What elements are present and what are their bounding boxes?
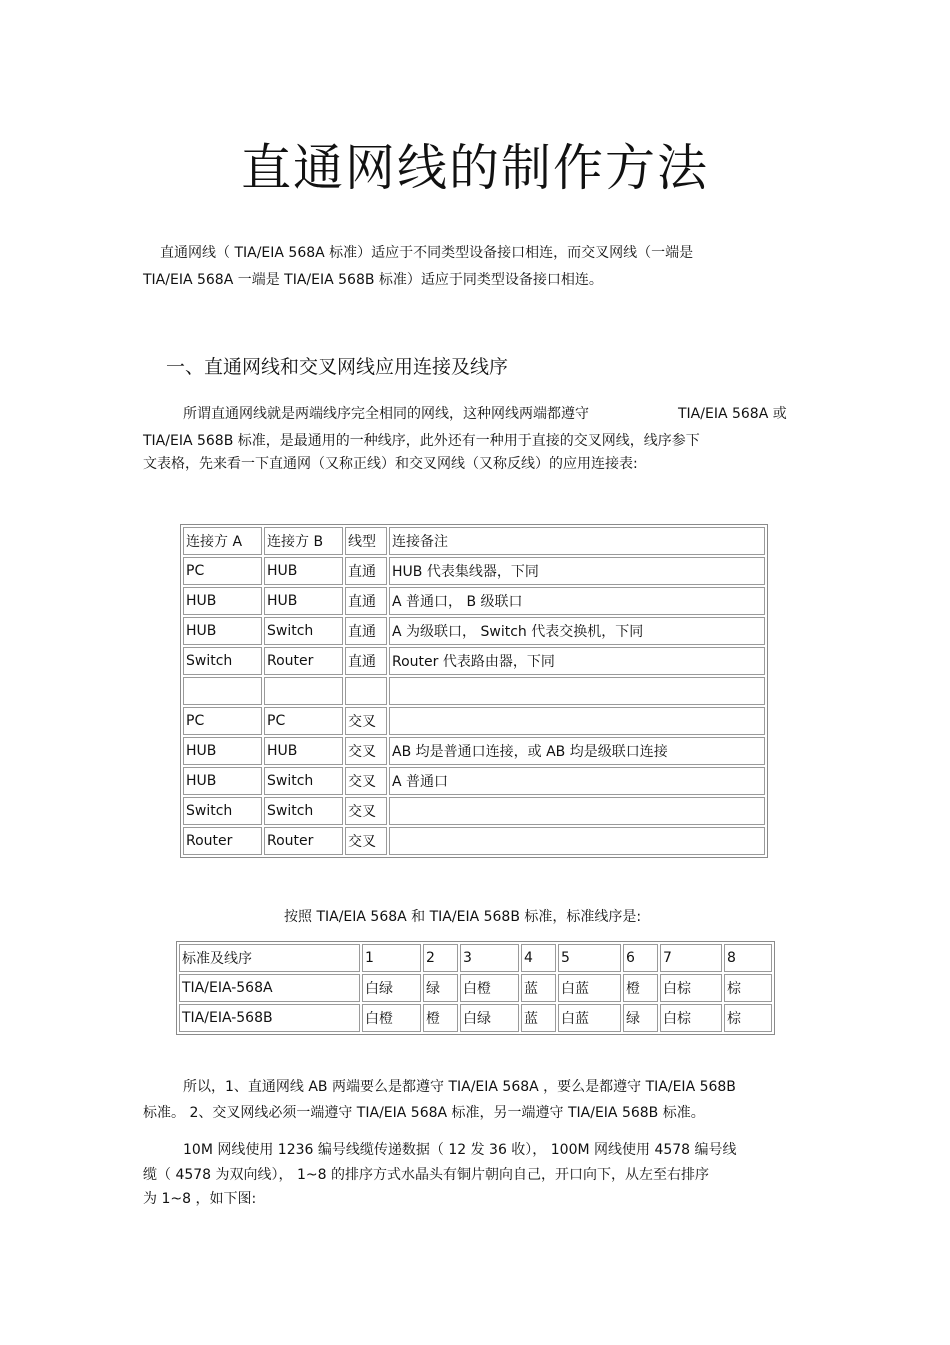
connection-table-cell (264, 677, 343, 705)
connection-table-row (183, 587, 765, 615)
conclusion-line-1: 所以，1、直通网线 AB 两端要么是都遵守 TIA/EIA 568A ，要么是都遵守 TIA/EIA 568B (183, 1079, 736, 1095)
wire-table-header-cell: 7 (660, 944, 722, 972)
connection-table-cell: 交叉 (345, 767, 387, 795)
connection-table-cell: HUB 代表集线器，下同 (389, 557, 765, 585)
wire-table-header-cell: 5 (558, 944, 621, 972)
connection-table-cell (389, 827, 765, 855)
wire-table-cell: 白棕 (660, 1004, 722, 1032)
connection-table-cell: HUB (183, 617, 262, 645)
connection-table-row (183, 707, 765, 735)
connection-table-row (183, 677, 765, 705)
connection-table-cell: HUB (183, 587, 262, 615)
connection-table-cell: 交叉 (345, 797, 387, 825)
connection-table-cell (389, 797, 765, 825)
connection-table-cell: PC (183, 557, 262, 585)
section-heading: 一、直通网线和交叉网线应用连接及线序 (166, 356, 509, 378)
wire-table-cell: 白棕 (660, 974, 722, 1002)
connection-table-cell: HUB (264, 737, 343, 765)
wire-table-cell: 白绿 (362, 974, 421, 1002)
wire-table-cell: 橙 (423, 1004, 458, 1032)
wire-table-cell: 白橙 (362, 1004, 421, 1032)
connection-table-cell (389, 707, 765, 735)
connection-table-row (183, 617, 765, 645)
wire-table-cell: 橙 (623, 974, 658, 1002)
connection-table-row (183, 797, 765, 825)
wire-table-header-cell: 8 (724, 944, 772, 972)
intro-line-2: TIA/EIA 568A 一端是 TIA/EIA 568B 标准）适应于同类型设备接口相连。 (143, 272, 603, 288)
connection-table-row (183, 557, 765, 585)
wire-table-cell: TIA/EIA-568B (179, 1004, 360, 1032)
connection-table-row (183, 827, 765, 855)
wire-table-cell: 白绿 (460, 1004, 519, 1032)
connection-table-cell: Switch (264, 797, 343, 825)
wire-table-cell: 白蓝 (558, 1004, 621, 1032)
section-paragraph-line-1-right: TIA/EIA 568A 或 (678, 406, 787, 422)
wire-table-cell: 绿 (423, 974, 458, 1002)
connection-table-cell: PC (183, 707, 262, 735)
connection-table-cell: 直通 (345, 647, 387, 675)
conclusion-line-2: 标准。 2、交叉网线必须一端遵守 TIA/EIA 568A 标准，另一端遵守 TIA/EIA 568B 标准。 (143, 1105, 705, 1121)
connection-table-header-cell: 连接方 A (183, 527, 262, 555)
connection-table-cell: Router (264, 647, 343, 675)
wire-order-caption: 按照 TIA/EIA 568A 和 TIA/EIA 568B 标准，标准线序是: (284, 909, 642, 925)
wire-table-cell: 白蓝 (558, 974, 621, 1002)
connection-table-cell: 直通 (345, 587, 387, 615)
connection-table-cell: HUB (183, 737, 262, 765)
connection-table-row (183, 647, 765, 675)
wire-table-cell: 棕 (724, 974, 772, 1002)
wire-table-header-cell: 标准及线序 (179, 944, 360, 972)
connection-table-row (183, 767, 765, 795)
connection-table-cell: HUB (183, 767, 262, 795)
note-line-2: 缆（ 4578 为双向线）， 1~8 的排序方式水晶头有铜片朝向自己，开口向下，从左至右排序 (143, 1167, 709, 1183)
wire-table-header-cell: 3 (460, 944, 519, 972)
connection-table-cell: Switch (183, 797, 262, 825)
connection-table-header-cell: 连接备注 (389, 527, 765, 555)
connection-table-cell: A 为级联口， Switch 代表交换机，下同 (389, 617, 765, 645)
wire-table-cell: 白橙 (460, 974, 519, 1002)
connection-table-cell: 交叉 (345, 707, 387, 735)
connection-table-cell (389, 677, 765, 705)
page-title: 直通网线的制作方法 (241, 139, 709, 197)
connection-table-cell: 直通 (345, 557, 387, 585)
wire-table-header-cell: 1 (362, 944, 421, 972)
connection-table-cell: HUB (264, 557, 343, 585)
section-paragraph-line-3: 文表格，先来看一下直通网（又称正线）和交叉网线（又称反线）的应用连接表: (143, 456, 638, 472)
wire-table-cell: 蓝 (521, 1004, 556, 1032)
connection-table-cell: Router (264, 827, 343, 855)
wire-table-cell: 蓝 (521, 974, 556, 1002)
connection-table-cell: Router (183, 827, 262, 855)
connection-table-cell: A 普通口， B 级联口 (389, 587, 765, 615)
wire-table-cell: 棕 (724, 1004, 772, 1032)
connection-table-cell: 直通 (345, 617, 387, 645)
connection-table (180, 524, 768, 858)
note-line-1: 10M 网线使用 1236 编号线缆传递数据（ 12 发 36 收）， 100M 网线使用 4578 编号线 (183, 1142, 737, 1158)
connection-table-cell: AB 均是普通口连接，或 AB 均是级联口连接 (389, 737, 765, 765)
connection-table-cell: HUB (264, 587, 343, 615)
wire-table-cell: 绿 (623, 1004, 658, 1032)
section-paragraph-line-2: TIA/EIA 568B 标准，是最通用的一种线序，此外还有一种用于直接的交叉网线，线序参下 (143, 433, 700, 449)
connection-table-cell: A 普通口 (389, 767, 765, 795)
connection-table-header-row (183, 527, 765, 555)
connection-table-cell: PC (264, 707, 343, 735)
wire-table-header-cell: 4 (521, 944, 556, 972)
section-paragraph-line-1: 所谓直通网线就是两端线序完全相同的网线，这种网线两端都遵守 (183, 406, 589, 422)
connection-table-cell (183, 677, 262, 705)
connection-table-cell: 交叉 (345, 737, 387, 765)
wire-order-table (176, 941, 775, 1035)
wire-table-cell: TIA/EIA-568A (179, 974, 360, 1002)
intro-line-1: 直通网线（ TIA/EIA 568A 标准）适应于不同类型设备接口相连，而交叉网线（一端是 (160, 245, 694, 261)
connection-table-header-cell: 连接方 B (264, 527, 343, 555)
note-line-3: 为 1~8 ，如下图: (143, 1191, 257, 1207)
wire-table-header-row (179, 944, 772, 972)
connection-table-cell (345, 677, 387, 705)
wire-table-row (179, 1004, 772, 1032)
wire-table-header-cell: 2 (423, 944, 458, 972)
connection-table-cell: Router 代表路由器，下同 (389, 647, 765, 675)
connection-table-header-cell: 线型 (345, 527, 387, 555)
wire-table-row (179, 974, 772, 1002)
connection-table-cell: 交叉 (345, 827, 387, 855)
connection-table-cell: Switch (264, 617, 343, 645)
connection-table-cell: Switch (183, 647, 262, 675)
wire-table-header-cell: 6 (623, 944, 658, 972)
connection-table-cell: Switch (264, 767, 343, 795)
connection-table-row (183, 737, 765, 765)
